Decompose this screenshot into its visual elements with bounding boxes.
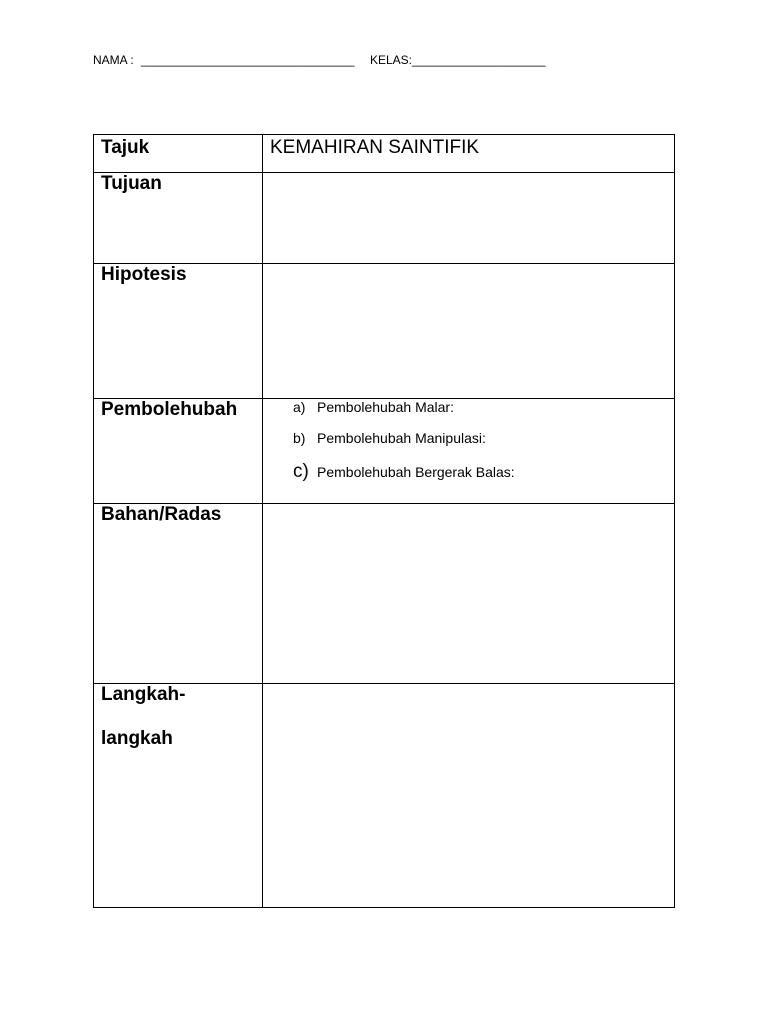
tujuan-answer-cell[interactable] <box>263 173 675 264</box>
row-tujuan <box>94 173 675 264</box>
list-marker: c) <box>293 461 309 482</box>
nama-label: NAMA : <box>93 53 134 67</box>
tajuk-value-cell[interactable] <box>263 135 675 173</box>
list-marker: b) <box>293 430 306 446</box>
list-item <box>293 430 674 446</box>
pembolehubah-label: Pembolehubah <box>94 399 263 504</box>
worksheet-table <box>93 134 675 908</box>
list-item-text: Pembolehubah Malar: <box>317 399 454 415</box>
pembolehubah-list <box>270 399 674 483</box>
row-bahan-radas <box>94 504 675 684</box>
kelas-label: KELAS: <box>369 53 412 67</box>
kelas-blank-field[interactable]: ____________________ <box>411 53 546 67</box>
row-langkah <box>94 684 675 908</box>
langkah-label-line2: langkah <box>101 728 173 749</box>
langkah-label <box>94 684 263 908</box>
tajuk-label: Tajuk <box>94 135 263 173</box>
row-pembolehubah <box>94 399 675 504</box>
list-item-text: Pembolehubah Manipulasi: <box>317 430 486 446</box>
list-item <box>293 461 674 483</box>
student-info-line <box>93 53 545 67</box>
row-hipotesis <box>94 264 675 399</box>
hipotesis-answer-cell[interactable] <box>263 264 675 399</box>
row-tajuk <box>94 135 675 173</box>
list-item <box>293 399 674 415</box>
langkah-label-line1: Langkah- <box>101 684 186 705</box>
langkah-answer-cell[interactable] <box>263 684 675 908</box>
bahan-radas-label: Bahan/Radas <box>94 504 263 684</box>
list-item-text: Pembolehubah Bergerak Balas: <box>317 464 515 480</box>
nama-blank-field[interactable]: ________________________________ <box>141 53 355 67</box>
hipotesis-label: Hipotesis <box>94 264 263 399</box>
list-marker: a) <box>293 399 306 415</box>
tajuk-value: KEMAHIRAN SAINTIFIK <box>270 137 480 158</box>
bahan-radas-answer-cell[interactable] <box>263 504 675 684</box>
pembolehubah-answer-cell[interactable] <box>263 399 675 504</box>
tujuan-label: Tujuan <box>94 173 263 264</box>
